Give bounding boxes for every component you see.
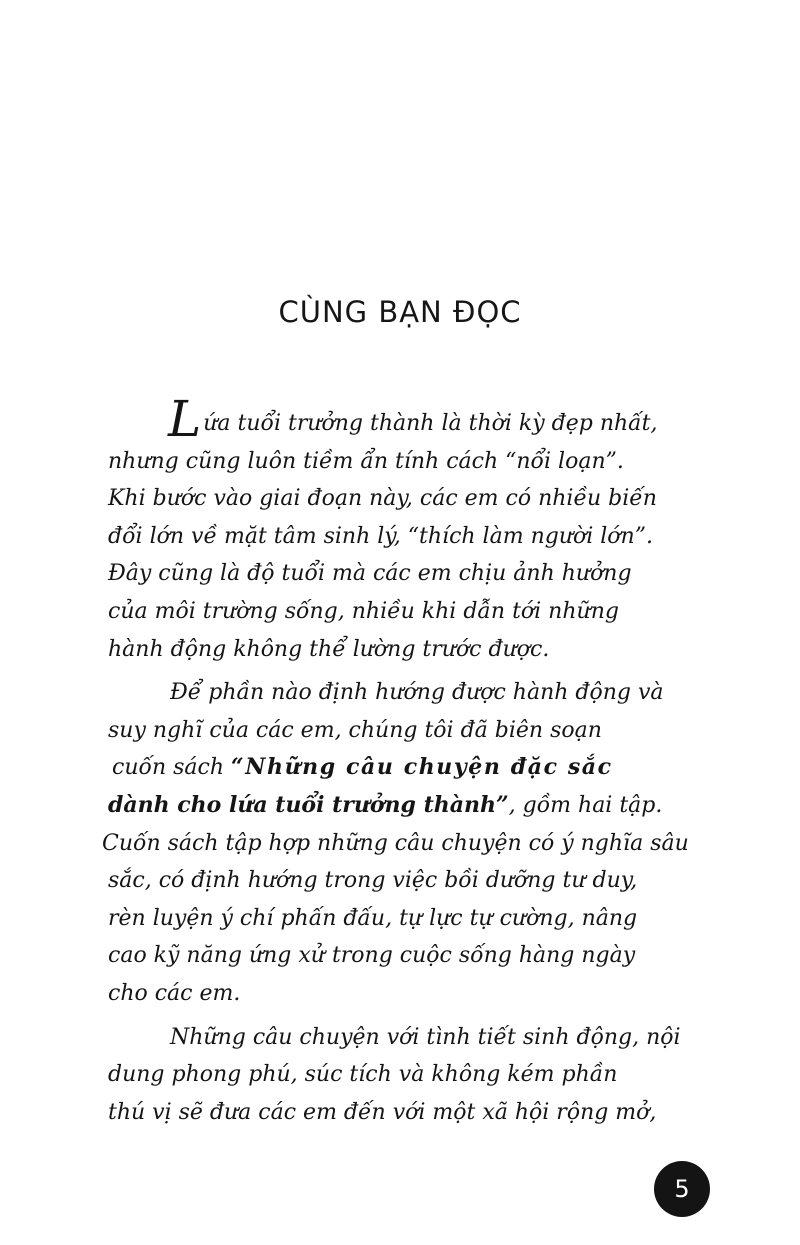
text-line: rèn luyện ý chí phấn đấu, tự lực tự cường, nâng <box>108 905 638 931</box>
paragraph-3 <box>108 1019 698 1132</box>
body-text <box>102 390 698 1131</box>
text-line: dung phong phú, súc tích và không kém phần <box>108 1062 618 1088</box>
text-line: của môi trường sống, nhiều khi dẫn tới những <box>108 598 619 624</box>
text-line: đổi lớn về mặt tâm sinh lý, “thích làm người lớn”. <box>108 523 653 549</box>
paragraph-1 <box>108 390 698 668</box>
book-title: “Những câu chuyện đặc sắc <box>231 754 613 781</box>
text-line: Lứa tuổi trưởng thành là thời kỳ đẹp nhất, <box>168 390 658 448</box>
text-line: sắc, có định hướng trong việc bồi dưỡng tư duy, <box>108 868 638 894</box>
text-line: cao kỹ năng ứng xử trong cuộc sống hàng ngày <box>108 943 636 969</box>
paragraph-2 <box>102 674 698 1012</box>
page-number-badge: 5 <box>654 1161 710 1217</box>
text-line: suy nghĩ của các em, chúng tôi đã biên soạn <box>108 717 602 743</box>
text-line: Đây cũng là độ tuổi mà các em chịu ảnh hưởng <box>108 561 632 587</box>
text-line: nhưng cũng luôn tiềm ẩn tính cách “nổi loạn”. <box>108 448 624 474</box>
text-line: dành cho lứa tuổi trưởng thành”, gồm hai tập. <box>108 791 663 818</box>
text-line: Cuốn sách tập hợp những câu chuyện có ý nghĩa sâu <box>102 830 689 856</box>
page-title: CÙNG BẠN ĐỌC <box>278 295 522 329</box>
text-line: hành động không thể lường trước được. <box>108 636 550 662</box>
text-line: Khi bước vào giai đoạn này, các em có nhiều biến <box>108 486 657 512</box>
text-line: cuốn sách “Những câu chuyện đặc sắc <box>112 754 613 781</box>
text-line: Những câu chuyện với tình tiết sinh động, nội <box>170 1024 681 1050</box>
text-line: thú vị sẽ đưa các em đến với một xã hội rộng mở, <box>108 1099 657 1125</box>
book-title-continued: dành cho lứa tuổi trưởng thành” <box>108 791 509 818</box>
text-line: Để phần nào định hướng được hành động và <box>170 680 664 706</box>
text-line: cho các em. <box>108 980 241 1006</box>
drop-cap: L <box>168 390 202 448</box>
